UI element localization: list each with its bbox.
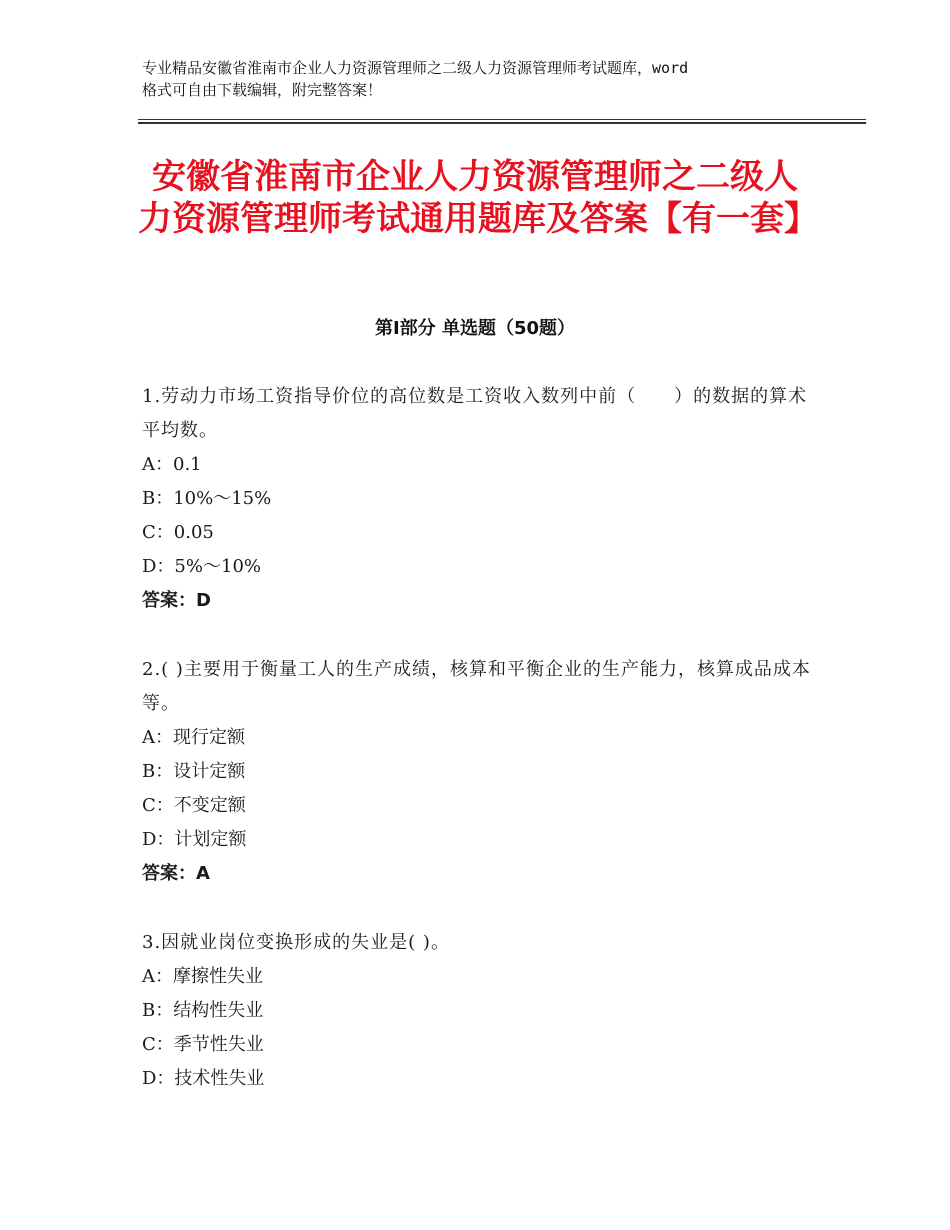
option-c: C：不变定额 [142,795,246,816]
option-a: A：0.1 [142,454,202,475]
question-text: 2.( )主要用于衡量工人的生产成绩，核算和平衡企业的生产能力，核算成品成本等。 [142,659,811,714]
header-note-line-1: 专业精品安徽省淮南市企业人力资源管理师之二级人力资源管理师考试题库，word [142,59,689,77]
answer: 答案：D [142,590,211,611]
section-title: 第Ⅰ部分 单选题（50题） [374,318,575,339]
question-2 [142,653,822,891]
question-text: 1.劳动力市场工资指导价位的高位数是工资收入数列中前（ ）的数据的算术平均数。 [142,386,808,441]
document-title: 安徽省淮南市企业人力资源管理师之二级人力资源管理师考试通用题库及答案【有一套】 [138,157,818,239]
header-divider-thin [138,119,866,120]
option-a: A：摩擦性失业 [142,966,263,987]
header-note-line-2: 格式可自由下载编辑，附完整答案！ [142,81,383,99]
question-text: 3.因就业岗位变换形成的失业是( )。 [142,932,450,953]
option-c: C：季节性失业 [142,1034,264,1055]
option-b: B：10%～15% [142,488,272,509]
header-note [142,57,832,101]
option-b: B：结构性失业 [142,1000,264,1021]
option-a: A：现行定额 [142,727,245,748]
option-b: B：设计定额 [142,761,246,782]
question-1 [142,380,822,618]
option-d: D：5%～10% [142,556,261,577]
header-divider-thick [138,122,866,124]
option-d: D：计划定额 [142,829,247,850]
option-c: C：0.05 [142,522,214,543]
question-3 [142,926,822,1096]
option-d: D：技术性失业 [142,1068,265,1089]
answer: 答案：A [142,863,210,884]
